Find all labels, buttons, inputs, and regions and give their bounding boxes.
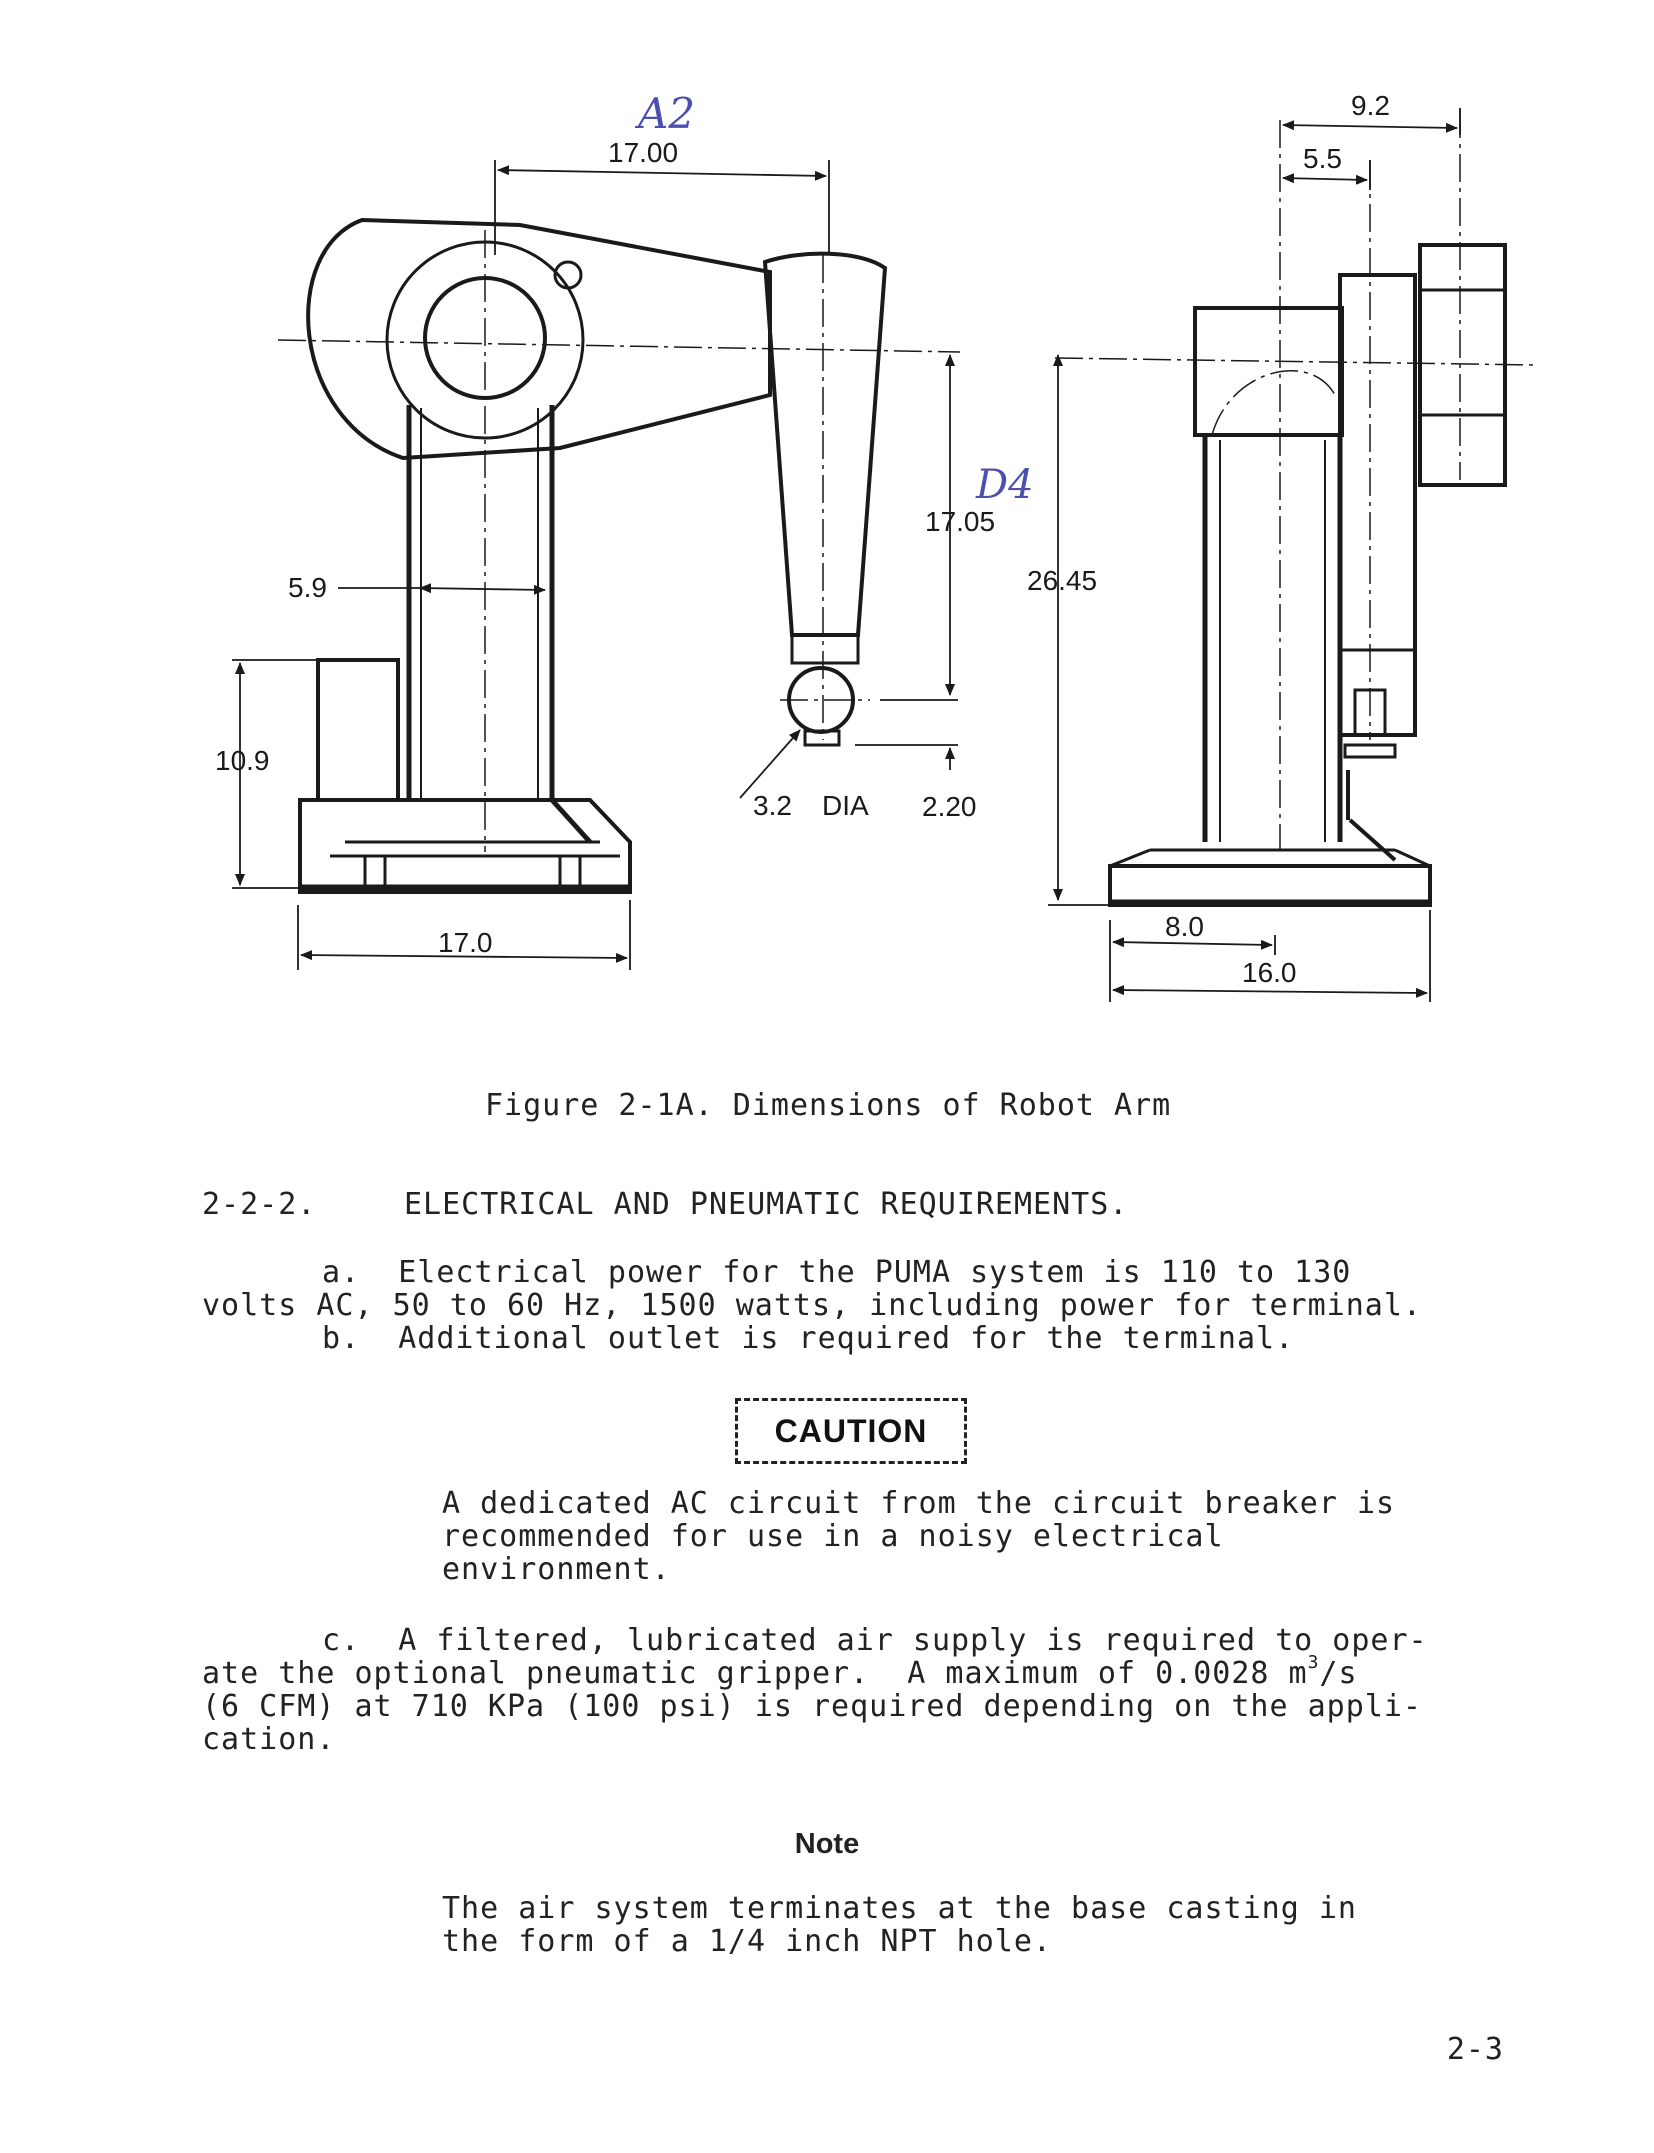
side-view-drawing — [300, 220, 885, 892]
dim-label-26-45: 26.45 — [1027, 565, 1098, 596]
dim-label-16-0: 16.0 — [1242, 957, 1297, 988]
handwritten-a2: A2 — [638, 89, 696, 138]
dim-label-dia: DIA — [822, 790, 869, 821]
caution-text: A dedicated AC circuit from the circuit breaker is recommended for use in a noisy electrical environment. — [442, 1486, 1396, 1587]
superscript-3: 3 — [1307, 1652, 1320, 1673]
paragraph-b: b. Additional outlet is required for the terminal. — [322, 1321, 1295, 1356]
paragraph-c-line-2 — [202, 1652, 1358, 1691]
paragraph-c-line-2-end: /s — [1319, 1656, 1358, 1691]
dim-label-10-9: 10.9 — [215, 745, 270, 776]
dim-label-17-05: 17.05 — [925, 506, 996, 537]
dim-label-17-0: 17.0 — [438, 927, 493, 958]
note-heading: Note — [794, 1828, 860, 1860]
dim-label-2-20: 2.20 — [922, 791, 977, 822]
note-text: The air system terminates at the base casting in the form of a 1/4 inch NPT hole. — [442, 1891, 1357, 1959]
dim-label-8-0: 8.0 — [1165, 911, 1204, 942]
paragraph-a-line-2: volts AC, 50 to 60 Hz, 1500 watts, including power for terminal. — [202, 1288, 1422, 1323]
figure-caption: Figure 2-1A. Dimensions of Robot Arm — [485, 1088, 1172, 1123]
caution-label: CAUTION — [735, 1398, 967, 1464]
dim-label-9-2: 9.2 — [1351, 90, 1390, 121]
paragraph-a-line-1: a. Electrical power for the PUMA system is 110 to 130 — [322, 1255, 1352, 1290]
side-view-centerlines — [278, 230, 960, 852]
dim-label-17-00: 17.00 — [608, 137, 679, 168]
handwritten-d4: D4 — [976, 462, 1034, 508]
front-view-centerlines — [1055, 110, 1535, 850]
paragraph-c-line-2-text: ate the optional pneumatic gripper. A maximum of 0.0028 m — [202, 1656, 1308, 1691]
paragraph-c-line-1: c. A filtered, lubricated air supply is required to oper- — [322, 1623, 1428, 1658]
dim-label-3-2: 3.2 — [753, 790, 792, 821]
dim-label-5-5: 5.5 — [1303, 143, 1342, 174]
paragraph-c-line-4: cation. — [202, 1722, 336, 1757]
page-number: 2-3 — [1446, 2032, 1504, 2067]
front-view-drawing — [1110, 245, 1505, 905]
section-title: ELECTRICAL AND PNEUMATIC REQUIREMENTS. — [404, 1187, 1129, 1222]
side-view-dimensions — [232, 160, 958, 970]
section-number: 2-2-2. — [202, 1187, 317, 1222]
dim-label-5-9: 5.9 — [288, 572, 327, 603]
paragraph-c-line-3: (6 CFM) at 710 KPa (100 psi) is required depending on the appli- — [202, 1689, 1422, 1724]
